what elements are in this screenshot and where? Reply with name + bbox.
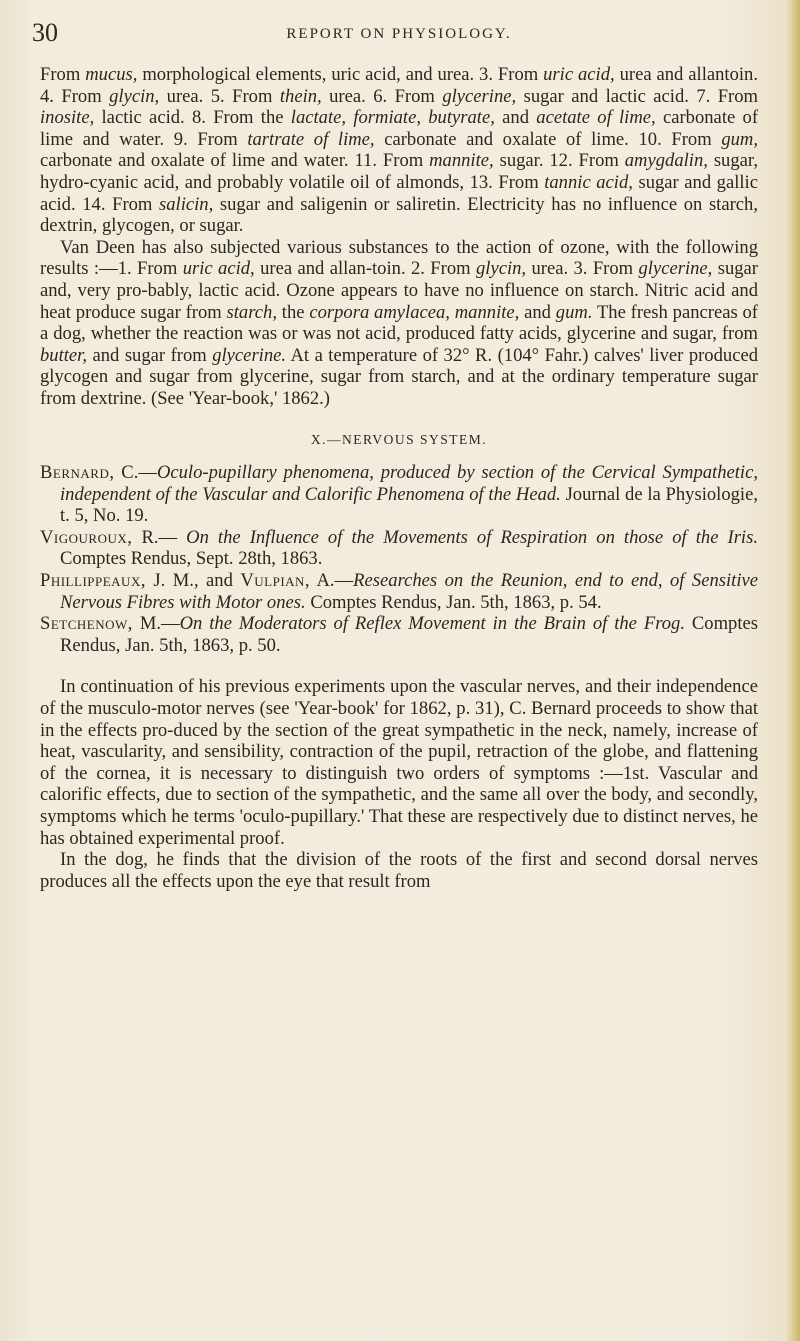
section-heading: X.—NERVOUS SYSTEM. bbox=[310, 431, 488, 447]
page-body bbox=[40, 64, 758, 892]
reference-item: Bernard, C.—Oculo-pupillary phenomena, produced by section of the Cervical Sympathetic, independent of the Vascular and Calorific Phenomena of the Head. Journal de la Physiologie, t. 5, No. 19. bbox=[40, 462, 758, 527]
paragraph-dog-experiment: In the dog, he finds that the division of the roots of the first and second dorsal nerves produces all the effects upon the eye that result from bbox=[40, 849, 758, 892]
reference-item: Vigouroux, R.— On the Influence of the Movements of Respiration on those of the Iris. Comptes Rendus, Sept. 28th, 1863. bbox=[40, 526, 758, 570]
reference-list bbox=[40, 462, 758, 656]
reference-item: Phillippeaux, J. M., and Vulpian, A.—Researches on the Reunion, end to end, of Sensitive Nervous Fibres with Motor ones. Comptes Rendus, Jan. 5th, 1863, p. 54. bbox=[40, 570, 758, 613]
paragraph-ozone-products: From mucus, morphological elements, uric acid, and urea. 3. From uric acid, urea and allantoin. 4. From glycin, urea. 5. From thein, urea. 6. From glycerine, sugar and lactic acid. 7. From inosite, lactic acid. 8. From the lactate, formiate, butyrate, and acetate of lime, carbonate of lime and water. 9. From tartrate of lime, carbonate and oxalate of lime. 10. From gum, carbonate and oxalate of lime and water. 11. From mannite, sugar. 12. From amygdalin, sugar, hydro-cyanic acid, and probably volatile oil of almonds, 13. From tannic acid, sugar and gallic acid. 14. From salicin, sugar and saligenin or saliretin. Electricity has no influence on starch, dextrin, glycogen, or sugar. bbox=[40, 64, 759, 237]
page-edge-shadow bbox=[786, 0, 800, 1341]
page-number: 30 bbox=[32, 18, 58, 47]
spacer bbox=[40, 656, 758, 676]
page-header bbox=[32, 18, 766, 58]
paragraph-van-deen: Van Deen has also subjected various substances to the action of ozone, with the following results :—1. From uric acid, urea and allan-toin. 2. From glycin, urea. 3. From glycerine, sugar and, very pro-bably, lactic acid. Ozone appears to have no influence on starch. Nitric acid and heat produce sugar from starch, the corpora amylacea, mannite, and gum. The fresh pancreas of a dog, whether the reaction was or was not acid, produced fatty acids, glycerine and sugar, from butter, and sugar from glycerine. At a temperature of 32° R. (104° Fahr.) calves' liver produced glycogen and sugar from glycerine, sugar from starch, and at the ordinary temperature sugar from dextrine. (See 'Year-book,' 1862.) bbox=[40, 236, 758, 409]
reference-item: Setchenow, M.—On the Moderators of Reflex Movement in the Brain of the Frog. Comptes Rendus, Jan. 5th, 1863, p. 50. bbox=[40, 613, 758, 656]
paragraph-bernard-continuation: In continuation of his previous experiments upon the vascular nerves, and their independence of the musculo-motor nerves (see 'Year-book' for 1862, p. 31), C. Bernard proceeds to show that in the effects pro-duced by the section of the great sympathetic in the neck, namely, increase of heat, vascularity, and sensibility, contraction of the pupil, retraction of the globe, and flattening of the cornea, it is necessary to distinguish two orders of symptoms :—1st. Vascular and calorific effects, due to section of the sympathetic, and the same all over the body, and secondly, symptoms which he terms 'oculo-pupillary.' That these are respectively due to distinct nerves, he has obtained experimental proof. bbox=[40, 676, 758, 849]
running-head: REPORT ON PHYSIOLOGY. bbox=[286, 26, 512, 42]
